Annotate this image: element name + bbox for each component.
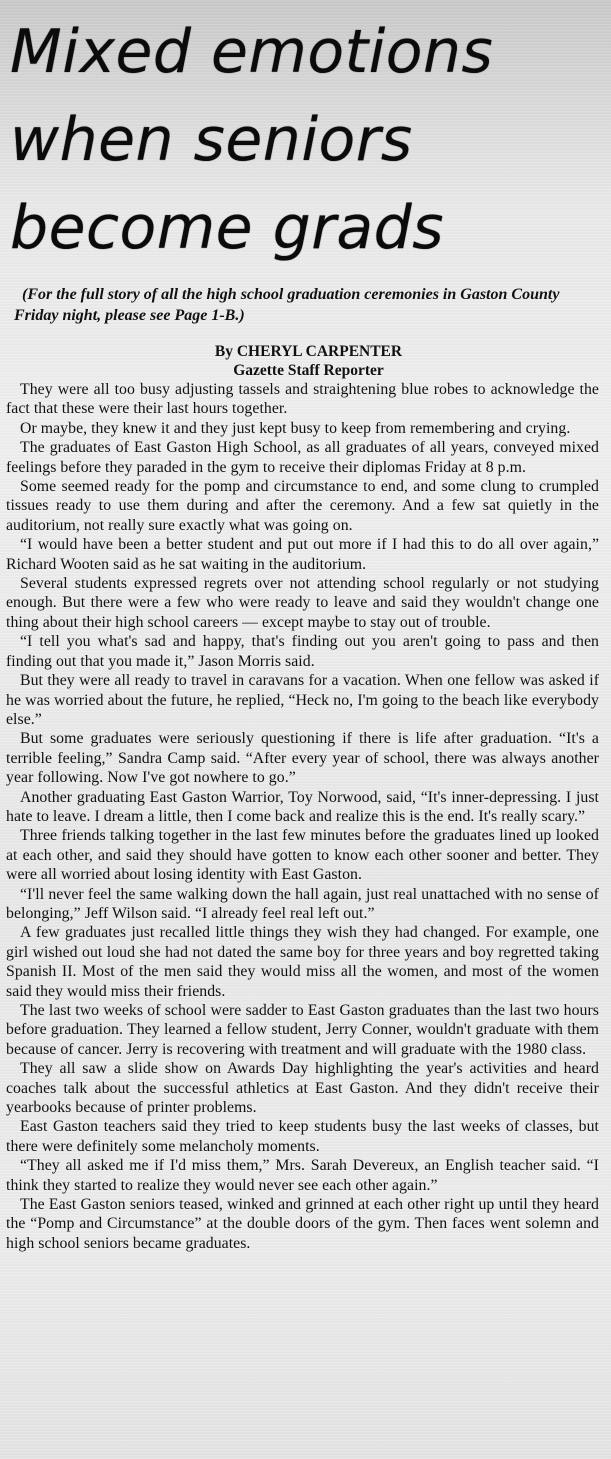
story-paragraph: “I'll never feel the same walking down the hall again, just real unattached with no sense of belonging,” Jeff Wilson said. “I already feel real left out.” xyxy=(6,885,599,922)
editor-note: (For the full story of all the high school graduation ceremonies in Gaston County Friday night, please see Page 1-B.) xyxy=(14,286,560,324)
story-paragraph: “They all asked me if I'd miss them,” Mrs. Sarah Devereux, an English teacher said. “I think they started to realize they would never see each other again.” xyxy=(6,1157,599,1194)
story-paragraph: But they were all ready to travel in caravans for a vacation. When one fellow was asked if he was worried about the future, he replied, “Heck no, I'm going to the beach like everybody else.” xyxy=(6,672,599,728)
story-paragraph: East Gaston teachers said they tried to keep students busy the last weeks of classes, but there were definitely some melancholy moments. xyxy=(6,1118,599,1155)
headline-line-2: when seniors xyxy=(10,105,413,175)
story-paragraph: But some graduates were seriously questioning if there is life after graduation. “It's a terrible feeling,” Sandra Camp said. “After every year of school, there was always another year following. Now I've got nowhere to go.” xyxy=(6,730,599,787)
byline xyxy=(0,342,611,380)
headline-line-3: become grads xyxy=(10,193,444,263)
story-paragraph: They were all too busy adjusting tassels and straightening blue robes to acknowledge the fact that these were their last hours together. xyxy=(6,381,599,418)
headline xyxy=(0,0,611,272)
story-paragraph: Another graduating East Gaston Warrior, Toy Norwood, said, “It's inner-depressing. I just hate to leave. I dream a little, then I come back and realize this is the end. It's really scary.” xyxy=(6,788,599,825)
story-paragraph: The last two weeks of school were sadder to East Gaston graduates than the last two hours before graduation. They learned a fellow student, Jerry Conner, wouldn't graduate with them because of cancer. Jerry is recovering with treatment and will graduate with the 1980 class. xyxy=(6,1002,599,1058)
byline-author: By CHERYL CARPENTER xyxy=(214,343,403,360)
headline-line-1: Mixed emotions xyxy=(10,17,494,87)
story-paragraph: Three friends talking together in the last few minutes before the graduates lined up looked at each other, and said they should have gotten to know each other sooner and better. They were all worried about losing identity with East Gaston. xyxy=(6,827,599,884)
story-paragraph: The East Gaston seniors teased, winked and grinned at each other right up until they heard the “Pomp and Circumstance” at the double doors of the gym. Then faces went solemn and high school seniors became graduates. xyxy=(6,1196,599,1252)
story-paragraph: They all saw a slide show on Awards Day highlighting the year's activities and heard coaches talk about the successful athletics at East Gaston. And they didn't receive their yearbooks because of printer problems. xyxy=(6,1060,599,1117)
byline-role: Gazette Staff Reporter xyxy=(233,362,384,379)
story-paragraph: The graduates of East Gaston High School, as all graduates of all years, conveyed mixed feelings before they paraded in the gym to receive their diplomas Friday at 8 p.m. xyxy=(6,439,599,476)
story-paragraph: Several students expressed regrets over not attending school regularly or not studying enough. But there were a few who were ready to leave and said they wouldn't change one thing about their high school careers — except maybe to stay out of trouble. xyxy=(6,575,599,631)
story-paragraph: Or maybe, they knew it and they just kept busy to keep from remembering and crying. xyxy=(20,419,571,437)
story-paragraph: “I would have been a better student and put out more if I had this to do all over again,” Richard Wooten said as he sat waiting in the auditorium. xyxy=(6,536,599,573)
story-paragraph: Some seemed ready for the pomp and circumstance to end, and some clung to crumpled tissues ready to use them during and after the ceremony. And a few sat quietly in the auditorium, not really sure exactly what was going on. xyxy=(6,478,599,534)
story-body xyxy=(6,380,599,1253)
story-paragraph: A few graduates just recalled little things they wish they had changed. For example, one girl wished out loud she had not dated the same boy for three years and boy regretted taking Spanish II. Most of the men said they would miss all the women, and most of the women said they would miss their friends. xyxy=(6,924,599,1000)
story-paragraph: “I tell you what's sad and happy, that's finding out you aren't going to pass and then finding out that you made it,” Jason Morris said. xyxy=(6,633,599,670)
